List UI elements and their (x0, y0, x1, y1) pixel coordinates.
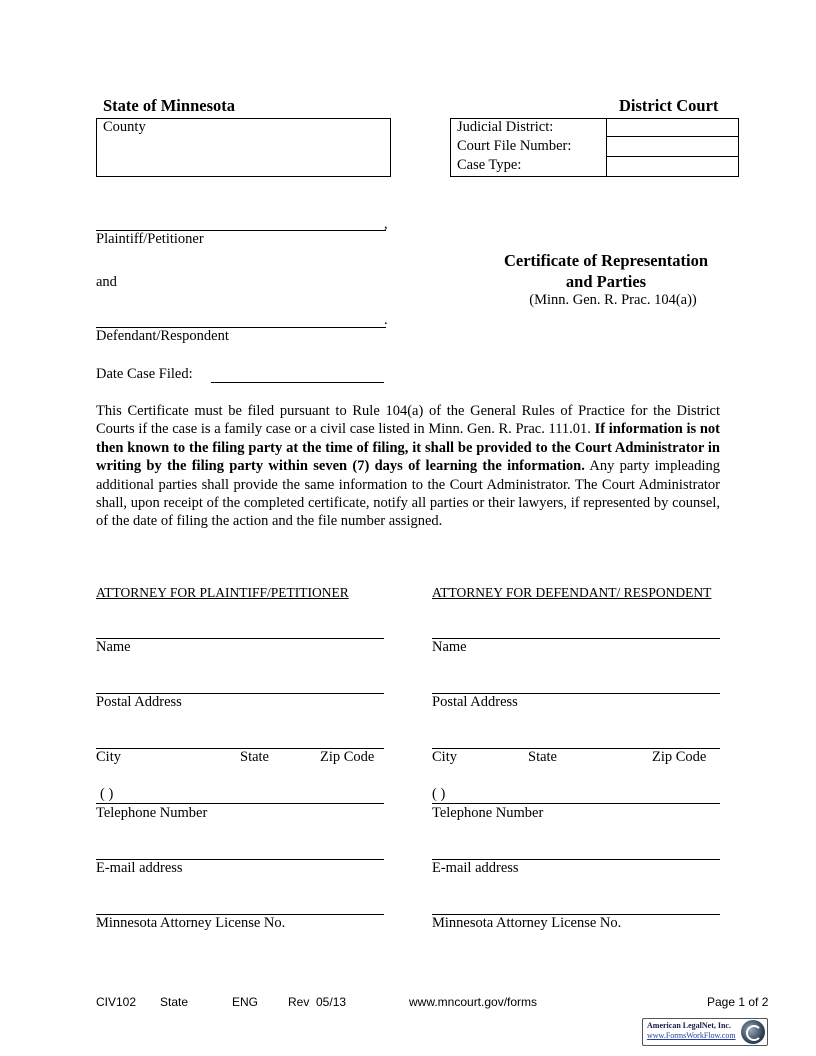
court-file-number-label: Court File Number: (457, 138, 572, 154)
county-label: County (103, 119, 146, 135)
instructions-part2: Any party impleading additional parties shall provide the same information to the Court Administrator. The Court Administrator shall, upon receipt of the completed certificate, notify all parties or their lawyers, if represented by counsel, of the date of filing the action and the file number assigned. (96, 458, 721, 530)
state-heading: State of Minnesota (103, 96, 235, 115)
case-type-field[interactable] (606, 157, 739, 177)
plaintiff-comma: , (384, 216, 388, 232)
plaintiff-attorney-state-label: State (240, 749, 269, 765)
defendant-attorney-phone-label: Telephone Number (432, 805, 544, 821)
case-type-label: Case Type: (457, 157, 522, 173)
defendant-attorney-city-label: City (432, 749, 457, 765)
defendant-attorney-license-label: Minnesota Attorney License No. (432, 915, 622, 931)
plaintiff-label: Plaintiff/Petitioner (96, 231, 204, 247)
plaintiff-attorney-phone-line[interactable] (96, 803, 384, 804)
and-label: and (96, 274, 117, 290)
footer-form-code: CIV102 (96, 995, 137, 1009)
date-filed-label: Date Case Filed: (96, 366, 193, 382)
judicial-district-field[interactable] (606, 118, 739, 137)
defendant-attorney-phone-parens: ( ) (432, 786, 446, 802)
defendant-attorney-state-label: State (528, 749, 557, 765)
defendant-attorney-email-label: E-mail address (432, 860, 519, 876)
defendant-attorney-name-line[interactable] (432, 638, 720, 639)
footer-state: State (160, 995, 189, 1009)
plaintiff-attorney-email-label: E-mail address (96, 860, 183, 876)
defendant-attorney-postal-label: Postal Address (432, 694, 518, 710)
defendant-attorney-name-label: Name (432, 639, 467, 655)
instructions-part1: This Certificate must be filed pursuant to Rule 104(a) of the General Rules of Practice for the District Courts if the case is a family case or a civil case listed in Minn. Gen. R. Prac. 111.01. (96, 403, 720, 438)
plaintiff-attorney-name-label: Name (96, 639, 131, 655)
county-box[interactable] (96, 118, 391, 177)
date-filed-line[interactable] (211, 382, 384, 383)
footer-url[interactable]: www.mncourt.gov/forms (409, 995, 538, 1009)
court-heading: District Court (619, 96, 719, 115)
logo-emblem-icon (741, 1020, 765, 1044)
footer-lang: ENG (232, 995, 259, 1009)
court-file-number-field[interactable] (606, 137, 739, 157)
plaintiff-attorney-name-line[interactable] (96, 638, 384, 639)
plaintiff-attorney-license-label: Minnesota Attorney License No. (96, 915, 286, 931)
plaintiff-attorney-phone-label: Telephone Number (96, 805, 208, 821)
judicial-district-label: Judicial District: (457, 119, 554, 135)
instructions-paragraph (96, 402, 720, 531)
form-title-line1: Certificate of Representation (503, 251, 709, 270)
plaintiff-attorney-zip-label: Zip Code (320, 749, 375, 765)
form-title-line2: and Parties (565, 272, 647, 291)
form-citation: (Minn. Gen. R. Prac. 104(a)) (529, 292, 697, 308)
plaintiff-attorney-postal-label: Postal Address (96, 694, 182, 710)
case-info-box (450, 118, 739, 177)
defendant-period: . (384, 312, 388, 328)
logo-url: www.FormsWorkFlow.com (647, 1031, 736, 1040)
attorney-defendant-heading: ATTORNEY FOR DEFENDANT/ RESPONDENT (432, 585, 712, 600)
instructions-bold: If information is not then known to the filing party at the time of filing, it shall be provided to the Court Administrator in writing by the filing party within seven (7) days of learning the information. (96, 421, 720, 475)
american-legalnet-logo[interactable] (642, 1018, 768, 1046)
logo-company-name: American LegalNet, Inc. (647, 1021, 731, 1030)
attorney-plaintiff-heading: ATTORNEY FOR PLAINTIFF/PETITIONER (96, 585, 349, 600)
plaintiff-attorney-city-label: City (96, 749, 121, 765)
footer-page-number: Page 1 of 2 (707, 995, 769, 1009)
footer-rev: Rev 05/13 (288, 995, 347, 1009)
defendant-label: Defendant/Respondent (96, 328, 229, 344)
defendant-attorney-phone-line[interactable] (432, 803, 720, 804)
defendant-attorney-zip-label: Zip Code (652, 749, 707, 765)
plaintiff-attorney-phone-parens: ( ) (100, 786, 114, 802)
